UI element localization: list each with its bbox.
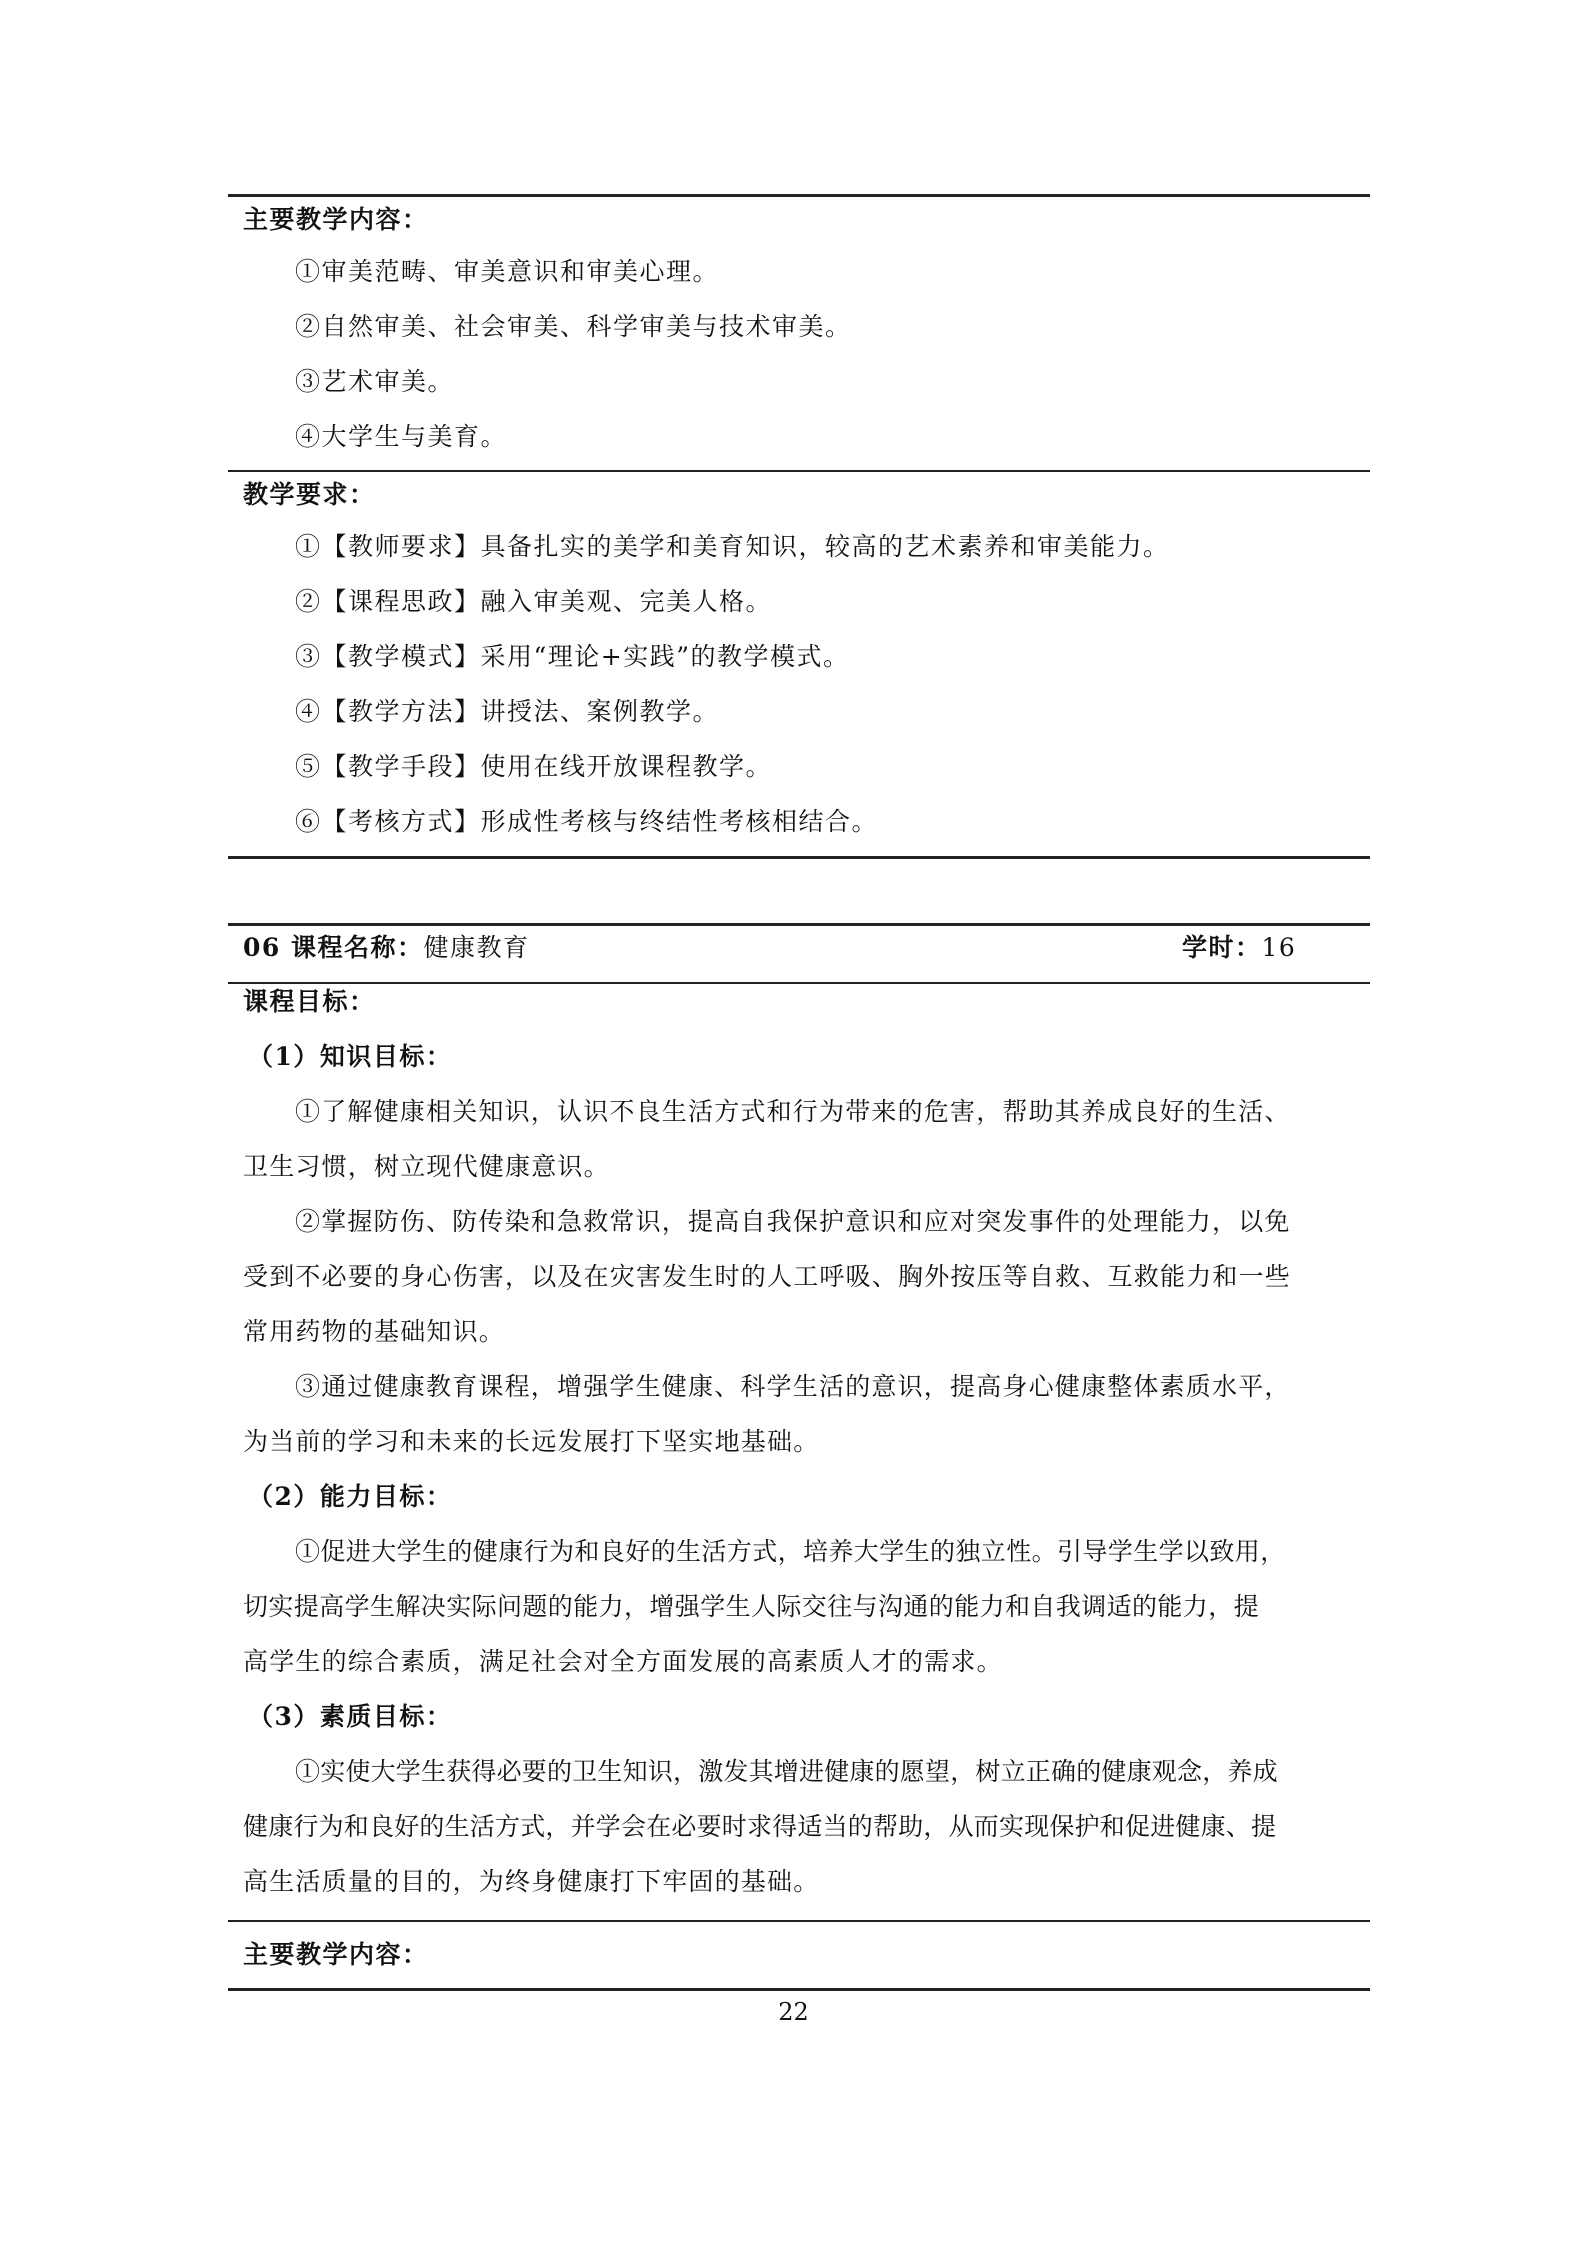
course-name-row [243, 931, 530, 965]
quality-heading: （3）素质目标： [248, 1702, 453, 1731]
course-top-rule [228, 923, 1370, 926]
course-name-value: 健康教育 [423, 933, 530, 962]
knowledge-line: 常用药物的基础知识。 [243, 1317, 506, 1346]
requirement-item: ⑥【考核方式】形成性考核与终结性考核相结合。 [295, 807, 879, 836]
course-name-rule [228, 982, 1370, 984]
quality-line: 高生活质量的目的，为终身健康打下牢固的基础。 [243, 1867, 820, 1896]
ability-line: ①促进大学生的健康行为和良好的生活方式，培养大学生的独立性。引导学生学以致用， [295, 1537, 1286, 1566]
requirements-heading: 教学要求： [243, 480, 376, 509]
content-item: ④大学生与美育。 [295, 422, 508, 451]
course-content-heading: 主要教学内容： [243, 1940, 429, 1969]
bottom-rule [228, 1988, 1370, 1991]
requirement-item: ⑤【教学手段】使用在线开放课程教学。 [295, 752, 773, 781]
top-rule [228, 194, 1370, 197]
knowledge-heading: （1）知识目标： [248, 1042, 453, 1071]
knowledge-line: ②掌握防伤、防传染和急救常识，提高自我保护意识和应对突发事件的处理能力，以免 [295, 1207, 1291, 1236]
knowledge-line: 卫生习惯，树立现代健康意识。 [243, 1152, 610, 1181]
requirement-item: ②【课程思政】融入审美观、完美人格。 [295, 587, 773, 616]
knowledge-line: 为当前的学习和未来的长远发展打下坚实地基础。 [243, 1427, 820, 1456]
content-item: ②自然审美、社会审美、科学审美与技术审美。 [295, 312, 852, 341]
quality-line: ①实使大学生获得必要的卫生知识，激发其增进健康的愿望，树立正确的健康观念，养成 [295, 1757, 1278, 1786]
divider-rule [228, 470, 1370, 472]
ability-heading: （2）能力目标： [248, 1482, 453, 1511]
course-hours-label: 学时： [1182, 933, 1262, 962]
quality-line: 健康行为和良好的生活方式，并学会在必要时求得适当的帮助，从而实现保护和促进健康、提 [243, 1812, 1277, 1841]
content-heading: 主要教学内容： [243, 205, 429, 234]
course-hours-value: 16 [1261, 933, 1297, 962]
ability-line: 切实提高学生解决实际问题的能力，增强学生人际交往与沟通的能力和自我调适的能力，提 [243, 1592, 1260, 1621]
section-end-rule [228, 856, 1370, 859]
requirement-item: ④【教学方法】讲授法、案例教学。 [295, 697, 720, 726]
requirement-item: ①【教师要求】具备扎实的美学和美育知识，较高的艺术素养和审美能力。 [295, 532, 1170, 561]
knowledge-line: 受到不必要的身心伤害，以及在灾害发生时的人工呼吸、胸外按压等自救、互救能力和一些 [243, 1262, 1292, 1291]
page-number: 22 [778, 1998, 809, 2026]
ability-line: 高学生的综合素质，满足社会对全方面发展的高素质人才的需求。 [243, 1647, 1003, 1676]
goal-heading: 课程目标： [243, 987, 376, 1016]
knowledge-line: ③通过健康教育课程，增强学生健康、科学生活的意识，提高身心健康整体素质水平， [295, 1372, 1291, 1401]
course-hours [1182, 931, 1296, 965]
requirement-item: ③【教学模式】采用“理论+实践”的教学模式。 [295, 642, 850, 671]
content-item: ①审美范畴、审美意识和审美心理。 [295, 257, 720, 286]
course-name-label: 06 课程名称： [243, 933, 424, 962]
knowledge-line: ①了解健康相关知识，认识不良生活方式和行为带来的危害，帮助其养成良好的生活、 [295, 1097, 1291, 1126]
content-item: ③艺术审美。 [295, 367, 455, 396]
quality-end-rule [228, 1920, 1370, 1922]
